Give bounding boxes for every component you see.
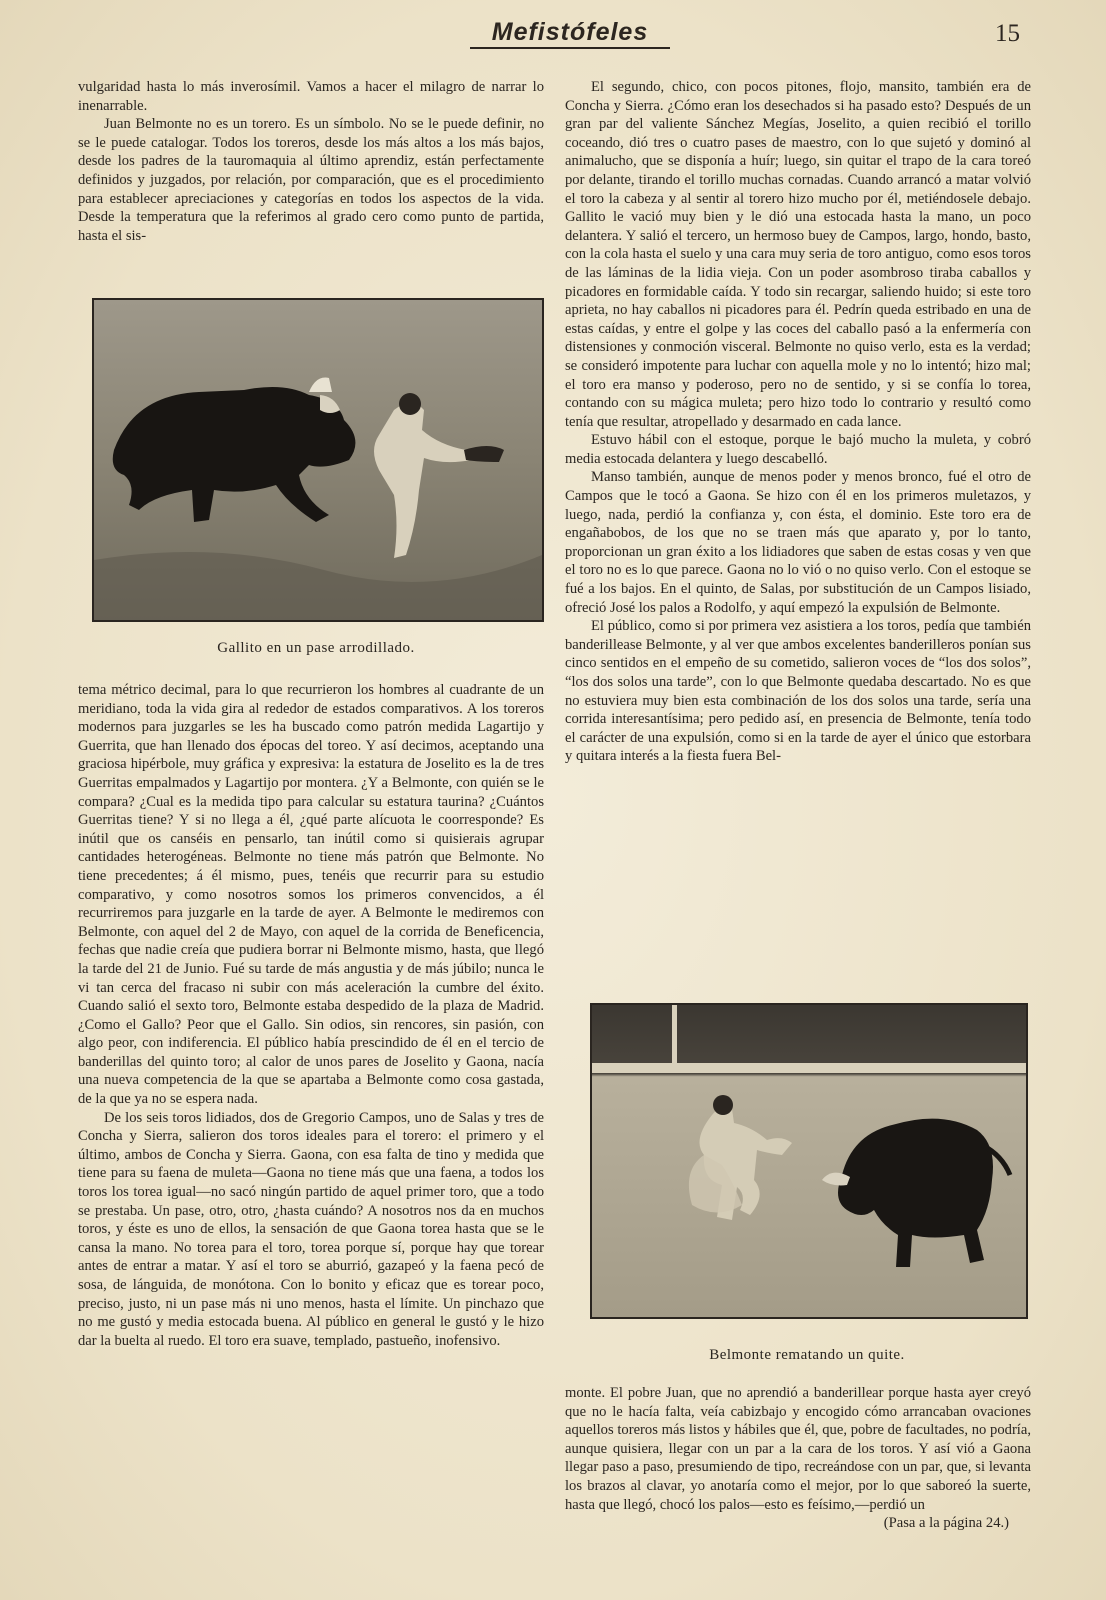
photo-gallito-kneeling-pass xyxy=(92,298,544,622)
header-rule xyxy=(470,47,670,49)
paragraph: Juan Belmonte no es un torero. Es un símbolo. No se le puede definir, no se le puede catalogar. Todos los toreros, desde los más altos a los más bajos, desde los padres de la tauromaquia al último aprendiz, están perfectamente definidos y juzgados, por relación, por comparación, que es el procedimiento para establecer apreciaciones y categorías en todos los aspectos de la vida. Desde la temperatura que la referimos al grado cero como punto de partida, hasta el sis- xyxy=(78,116,544,244)
photo-gallito-image xyxy=(94,300,542,620)
continuation-note: (Pasa a la página 24.) xyxy=(883,1515,1009,1532)
magazine-title: Mefistófeles xyxy=(491,18,649,46)
paragraph: Estuvo hábil con el estoque, porque le bajó mucho la muleta, y cobró media estocada delantera y luego descabelló. xyxy=(565,432,1031,467)
paragraph: monte. El pobre Juan, que no aprendió a banderillear porque hasta ayer creyó que no le hacía falta, veía cabizbajo y encogido cómo arrancaban ovaciones aquellos toreros más listos y hábiles que él, que, pobre de facultades, no podría, aunque quisiera, llegar con un par a la cara de los toros. Y así vió a Gaona llegar paso a paso, presumiendo de tipo, recreándose con un par, que, si levanta los brazos al clavar, yo anotaría como el mejor, por lo que saboreó la suerte, hasta que llegó, chocó los palos—esto es feísimo,—perdió un xyxy=(565,1385,1031,1513)
photo-caption: Belmonte rematando un quite. xyxy=(709,1347,905,1363)
paragraph: El público, como si por primera vez asistiera a los toros, pedía que también banderillease Belmonte, y al ver que ambos excelentes banderilleros ponían sus cinco sentidos en el empeño de su cometido, salieron voces de “los dos solos”, “los dos solos una tarde”, con lo que Belmonte quedaba descartado. No es que no estuviera muy bien esta combinación de los dos solos una tarde, sería una corrida interesantísima; pero pedido así, en presencia de Belmonte, tenía todo el carácter de una expulsión, como si en la tarde de ayer el único que estorbara y quitara interés a la fiesta fuera Bel- xyxy=(565,618,1031,765)
paragraph: vulgaridad hasta lo más inverosímil. Vamos a hacer el milagro de narrar lo inenarrable. xyxy=(78,79,544,114)
left-column-bottom xyxy=(78,681,544,1571)
right-column-top xyxy=(565,78,1031,968)
right-column-bottom xyxy=(565,1384,1031,1580)
photo-belmonte-quite xyxy=(590,1003,1028,1319)
page-number: 15 xyxy=(995,20,1020,47)
photo-caption: Gallito en un pase arrodillado. xyxy=(217,640,415,656)
paragraph: El segundo, chico, con pocos pitones, flojo, mansito, también era de Concha y Sierra. ¿Cómo eran los desechados si ha pasado esto? Después de un gran par del valiente Sánchez Megías, Joselito, a quien recibió el torillo coceando, dió tres o cuatro pases de maestro, con lo que sujetó y dominó al animalucho, que se disponía a huír; luego, sin quitar el trapo de la cara toreó por delante, tirando el torillo muchas cornadas. Cuando arrancó a matar volvió el toro la cabeza y al sentir al torero hizo mucho por él, metiéndosele debajo. Gallito le vació muy bien y le dió una estocada hasta la mano, un poco delantera. Y salió el tercero, un hermoso buey de Campos, largo, hondo, basto, con la cola hasta el suelo y una cara muy seria de toro antiguo, como esos toros de las láminas de la lidia vieja. Con un poder asombroso tiraba caballos y picadores en formidable caída. Y todo sin recargar, saliendo huido; si este toro aprieta, no hay caballos ni picadores para él. Pedrín queda estribado en una de estas caídas, y entre el golpe y las coces del caballo pasó a la enfermería con distensiones y conmoción visceral. Belmonte no quiso verlo, esta es la verdad; se consideró impotente para luchar con aquella mole y no lo intentó; hizo mal; el toro era manso y poderoso, pero no de sentido, y si se confía lo torea, contando con su mágica muleta; pero hizo todo lo contrario y resultó como tenía que resultar, atropellado y desarmado en cada lance. xyxy=(565,79,1031,430)
paragraph: De los seis toros lidiados, dos de Gregorio Campos, uno de Salas y tres de Concha y Sierra, salieron dos toros ideales para el torero: el primero y el último, ambos de Concha y Sierra. Gaona, con esa falta de tino y medida que tiene para su faena de muleta—Gaona no tiene más que una faena, a todos los toros los torea igual—no sacó ningún partido de aquel primer toro, que a todo se prestaba. Un pase, otro, otro, ¿hasta cuándo? A nosotros nos da en muchos toros, y éste es uno de ellos, la sensación de que Gaona torea hasta que se le cansa la mano. No torea para el toro, torea porque sí, porque hay que torear antes de entrar a matar. Y así el toro se aburrió, gazapeó y la faena pecó de sosa, de lánguida, de monótona. Con lo bonito y eficaz que es torear poco, preciso, justo, ni un pase más ni uno menos, hasta el límite. Un pinchazo que no me gustó y media estocada buena. Al público en general le gustó y le hizo dar la buelta al ruedo. El toro era suave, templado, pastueño, inofensivo. xyxy=(78,1109,544,1349)
paragraph: tema métrico decimal, para lo que recurrieron los hombres al cuadrante de un meridiano, toda la vida gira al rededor de estados comparativos. A los toreros modernos para juzgarles se les ha buscado como patrón medida Lagartijo y Guerrita, que han llenado dos épocas del toreo. Y así decimos, aceptando una graciosa hipérbole, muy gráfica y expresiva: la estatura de Joselito es la de tres Guerritas empalmados y Lagartijo por montera. ¿Y a Belmonte, con quién se le compara? ¿Cual es la medida tipo para calcular su estatura taurina? ¿Cuántos Guerritas tiene? Y si no llega a él, ¿qué parte alícuota le coorresponde? Es inútil que os canséis en pensarlo, tan inútil como si quisierais agrupar cantidades heterogéneas. Belmonte no tiene más patrón que Belmonte. No tiene precedentes; á él mismo, pues, tenéis que recurrir para su estudio comparativo, y como nosotros somos los primeros convencidos, a él recurriremos para juzgarle en la tarde de ayer. A Belmonte le mediremos con Belmonte, con aquel del 2 de Mayo, con aquel de la corrida de Beneficencia, fechas que nadie creía que pudiera borrar ni Belmonte mismo, hasta, que llegó la tarde del 21 de Junio. Fué su tarde de más angustia y de más júbilo; nunca le vi tan cerca del fracaso ni subir con más aceleración la cumbre del éxito. Cuando salió el sexto toro, Belmonte estaba despedido de la plaza de Madrid. ¿Como el Gallo? Peor que el Gallo. Sin odios, sin rencores, sin pasión, con algo peor, con indiferencia. El público había prescindido de él en el tercio de banderillas del quinto toro; al calor de unos pares de Joselito y Gaona, nacía una nueva competencia de la que se apartaba a Belmonte como cosa gastada, de la que ya no se espera nada. xyxy=(78,682,544,1108)
photo-belmonte-image xyxy=(592,1005,1026,1317)
paragraph: Manso también, aunque de menos poder y menos bronco, fué el otro de Campos que le tocó a Gaona. Se hizo con él en los primeros muletazos, y luego, nada, perdió la confianza y, con ésta, el dominio. Este toro era de engañabobos, de los que no se traen más que aparato y, por lo tanto, proporcionan un gran éxito a los lidiadores que saben de estas cosas y ven que el toro no es lo que parece. Gaona no lo vió o no quiso verlo. Con el estoque se fué a los bajos. En el quinto, de Salas, por substitución de un Campos lisiado, ofreció José los palos a Rodolfo, y aquí empezó la expulsión de Belmonte. xyxy=(565,469,1031,616)
left-column-top xyxy=(78,78,544,264)
